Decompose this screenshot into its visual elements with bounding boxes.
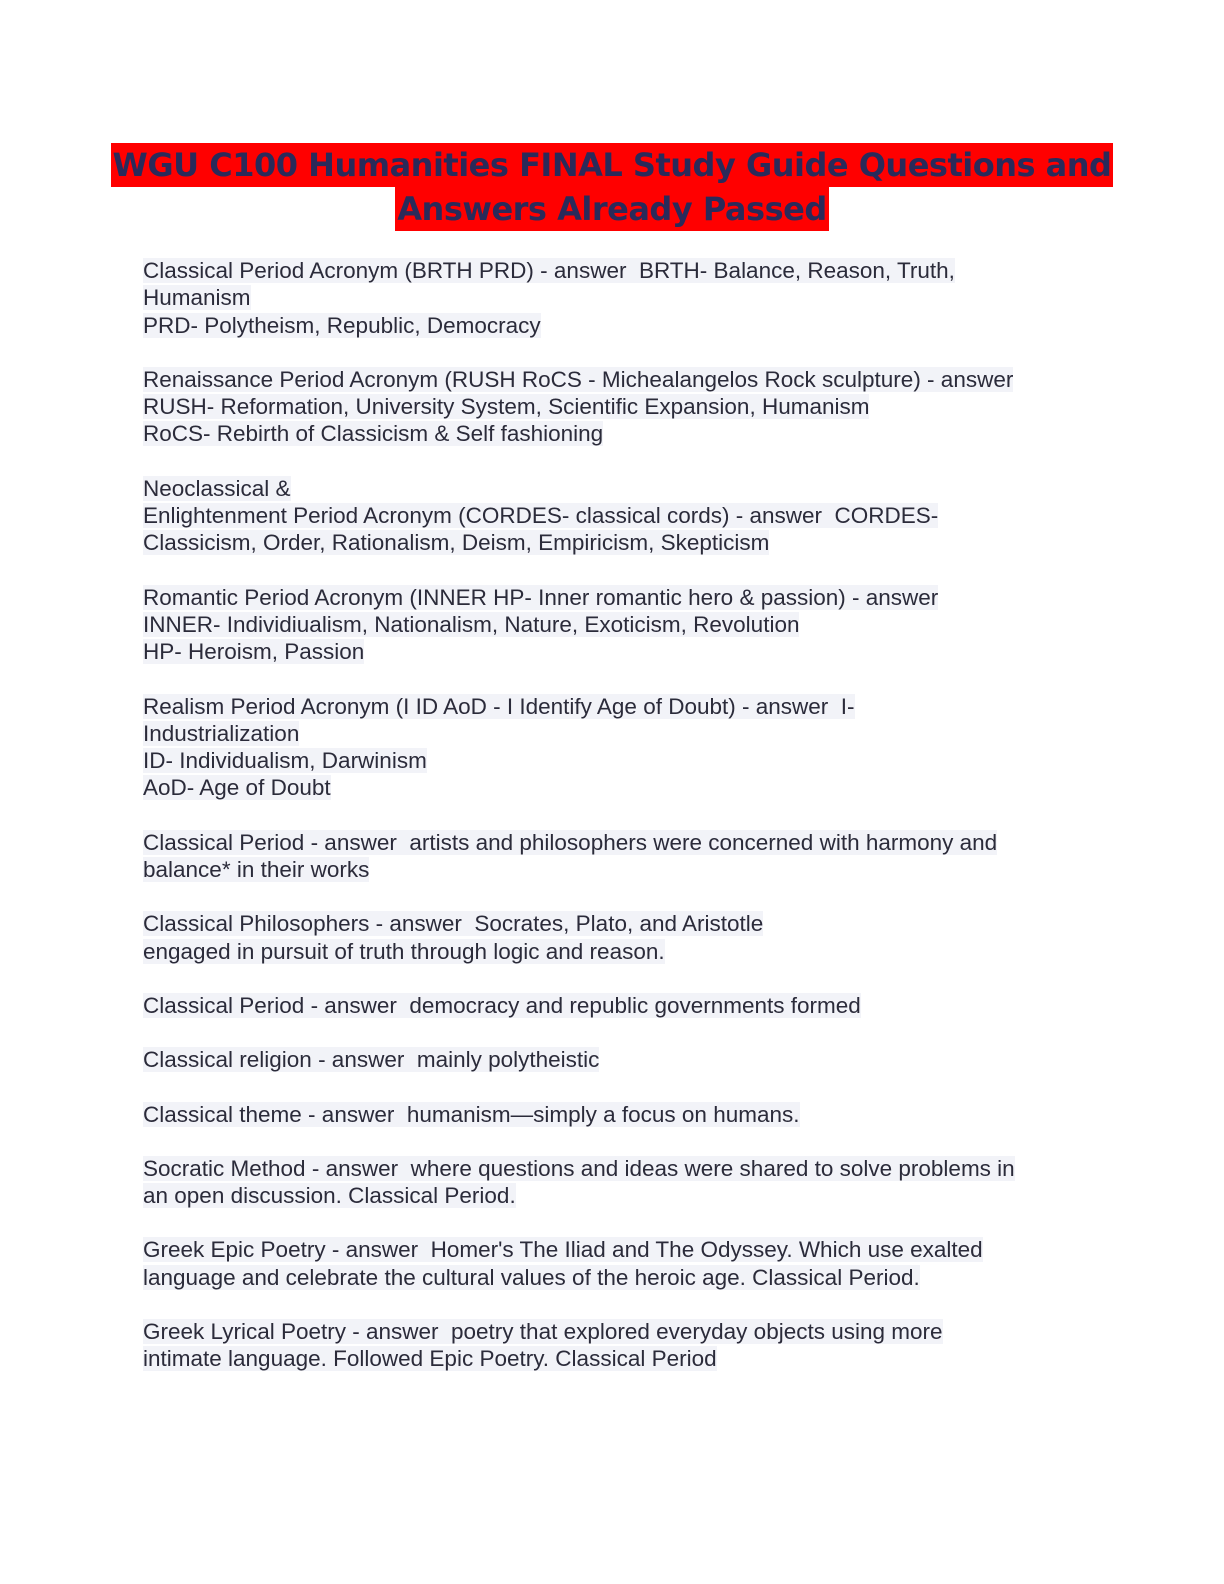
qa-entry-text: Classical theme - answer humanism—simply a focus on humans. bbox=[143, 1101, 800, 1127]
qa-entry bbox=[143, 829, 1083, 884]
qa-entry bbox=[143, 1155, 1083, 1210]
qa-entry-line bbox=[143, 584, 1083, 611]
qa-entry-line bbox=[143, 829, 1083, 856]
qa-entry-text: intimate language. Followed Epic Poetry. Classical Period bbox=[143, 1346, 717, 1372]
qa-entry bbox=[143, 1046, 1083, 1073]
study-guide-content bbox=[143, 257, 1083, 1400]
qa-entry-text: language and celebrate the cultural values of the heroic age. Classical Period. bbox=[143, 1264, 920, 1290]
qa-entry-text: Socratic Method - answer where questions and ideas were shared to solve problems in bbox=[143, 1155, 1015, 1181]
qa-entry-line bbox=[143, 1345, 1083, 1372]
qa-entry bbox=[143, 366, 1083, 448]
qa-entry-line bbox=[143, 420, 1083, 447]
document-title bbox=[0, 143, 1224, 231]
qa-entry bbox=[143, 1236, 1083, 1291]
qa-entry-line bbox=[143, 1318, 1083, 1345]
qa-entry-text: Classical Period Acronym (BRTH PRD) - answer BRTH- Balance, Reason, Truth, bbox=[143, 258, 955, 283]
qa-entry-text: HP- Heroism, Passion bbox=[143, 639, 365, 665]
qa-entry-line bbox=[143, 938, 1083, 965]
qa-entry-line bbox=[143, 747, 1083, 774]
qa-entry-line bbox=[143, 393, 1083, 420]
qa-entry-text: Classical Period - answer artists and philosophers were concerned with harmony and bbox=[143, 829, 998, 855]
qa-entry-line bbox=[143, 1155, 1083, 1182]
qa-entry-text: RoCS- Rebirth of Classicism & Self fashioning bbox=[143, 421, 604, 447]
qa-entry-text: Neoclassical & bbox=[143, 475, 291, 501]
qa-entry-text: Greek Epic Poetry - answer Homer's The Iliad and The Odyssey. Which use exalted bbox=[143, 1237, 983, 1263]
qa-entry-line bbox=[143, 910, 1083, 937]
qa-entry-text: Classical Period - answer democracy and republic governments formed bbox=[143, 992, 861, 1018]
qa-entry-text: ID- Individualism, Darwinism bbox=[143, 748, 427, 774]
qa-entry bbox=[143, 1101, 1083, 1128]
qa-entry-text: AoD- Age of Doubt bbox=[143, 775, 331, 801]
qa-entry-line bbox=[143, 284, 1083, 311]
qa-entry-line bbox=[143, 312, 1083, 339]
qa-entry-line bbox=[143, 992, 1083, 1019]
qa-entry-text: Renaissance Period Acronym (RUSH RoCS - Michealangelos Rock sculpture) - answer bbox=[143, 366, 1014, 392]
qa-entry-text: Industrialization bbox=[143, 720, 300, 746]
qa-entry-line bbox=[143, 774, 1083, 801]
qa-entry bbox=[143, 584, 1083, 666]
qa-entry-text: Humanism bbox=[143, 285, 251, 311]
qa-entry-text: Greek Lyrical Poetry - answer poetry that explored everyday objects using more bbox=[143, 1319, 943, 1345]
qa-entry-text: PRD- Polytheism, Republic, Democracy bbox=[143, 312, 541, 338]
qa-entry bbox=[143, 992, 1083, 1019]
qa-entry-line bbox=[143, 693, 1083, 720]
qa-entry-text: balance* in their works bbox=[143, 857, 370, 883]
qa-entry bbox=[143, 475, 1083, 557]
qa-entry bbox=[143, 693, 1083, 802]
qa-entry-text: INNER- Individiualism, Nationalism, Nature, Exoticism, Revolution bbox=[143, 611, 800, 637]
qa-entry-text: Romantic Period Acronym (INNER HP- Inner romantic hero & passion) - answer bbox=[143, 584, 939, 610]
qa-entry-line bbox=[143, 1101, 1083, 1128]
qa-entry-text: Realism Period Acronym (I ID AoD - I Identify Age of Doubt) - answer I- bbox=[143, 693, 855, 719]
qa-entry-text: Enlightenment Period Acronym (CORDES- classical cords) - answer CORDES- bbox=[143, 503, 939, 529]
qa-entry-line bbox=[143, 257, 1083, 284]
qa-entry-line bbox=[143, 611, 1083, 638]
qa-entry-text: an open discussion. Classical Period. bbox=[143, 1183, 516, 1209]
title-line-1: WGU C100 Humanities FINAL Study Guide Questions and bbox=[111, 143, 1114, 187]
qa-entry-line bbox=[143, 1264, 1083, 1291]
qa-entry bbox=[143, 910, 1083, 965]
qa-entry bbox=[143, 1318, 1083, 1373]
qa-entry-line bbox=[143, 1236, 1083, 1263]
qa-entry-line bbox=[143, 366, 1083, 393]
qa-entry-text: Classical religion - answer mainly polytheistic bbox=[143, 1047, 600, 1073]
title-line-2: Answers Already Passed bbox=[395, 187, 828, 231]
qa-entry-line bbox=[143, 502, 1083, 529]
qa-entry bbox=[143, 257, 1083, 339]
qa-entry-text: RUSH- Reformation, University System, Scientific Expansion, Humanism bbox=[143, 394, 870, 420]
qa-entry-line bbox=[143, 1182, 1083, 1209]
qa-entry-line bbox=[143, 638, 1083, 665]
qa-entry-line bbox=[143, 529, 1083, 556]
qa-entry-text: Classicism, Order, Rationalism, Deism, Empiricism, Skepticism bbox=[143, 530, 770, 556]
qa-entry-line bbox=[143, 1046, 1083, 1073]
qa-entry-text: Classical Philosophers - answer Socrates, Plato, and Aristotle bbox=[143, 911, 764, 937]
qa-entry-text: engaged in pursuit of truth through logic and reason. bbox=[143, 938, 665, 964]
qa-entry-line bbox=[143, 475, 1083, 502]
qa-entry-line bbox=[143, 720, 1083, 747]
qa-entry-line bbox=[143, 856, 1083, 883]
